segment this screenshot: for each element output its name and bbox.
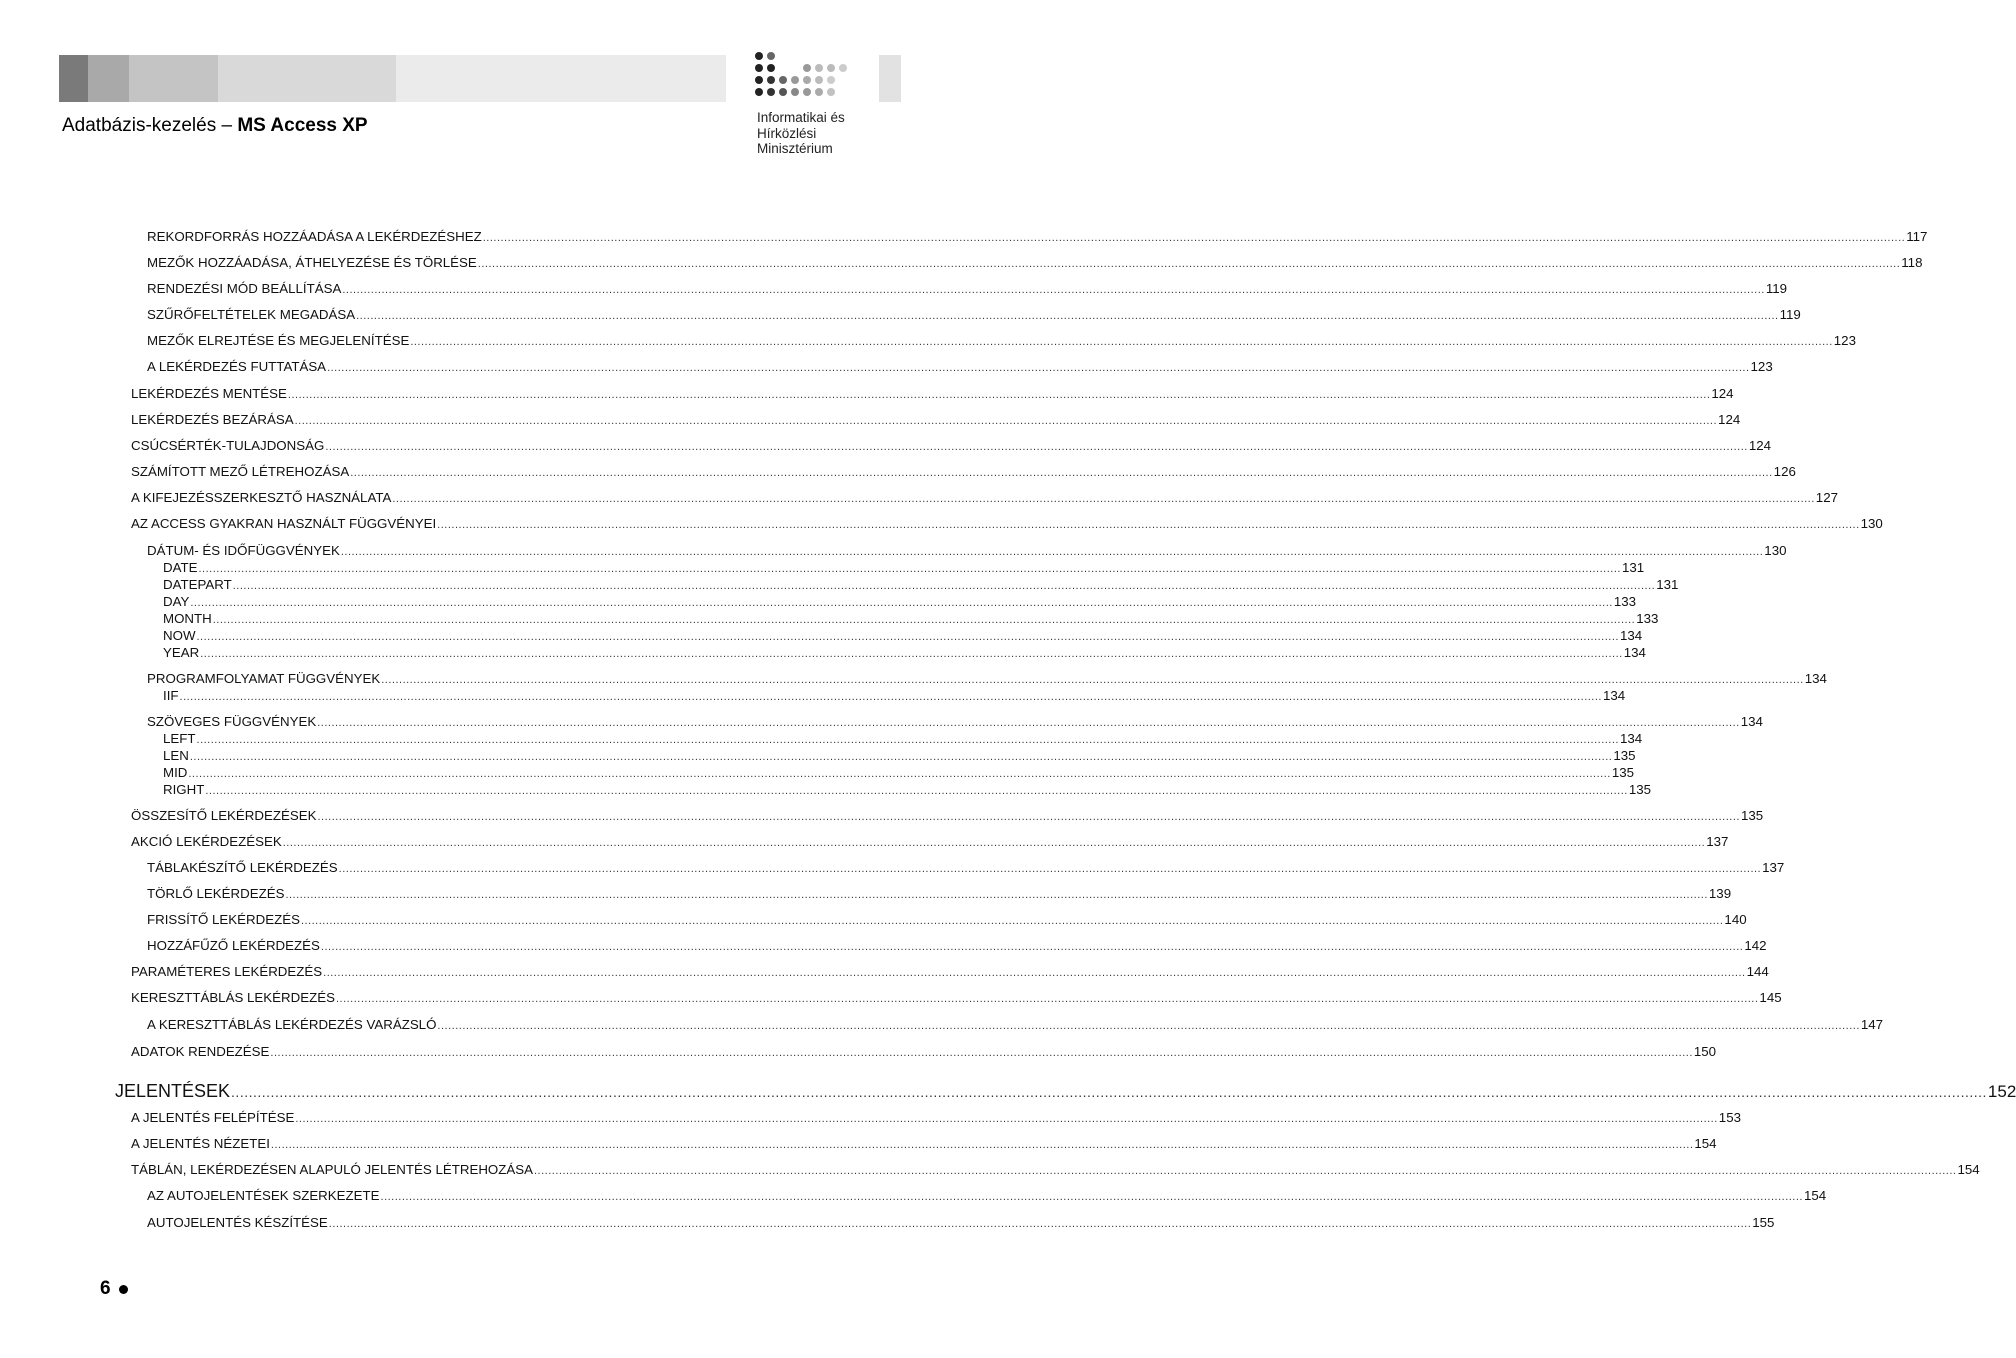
toc-entry bbox=[147, 912, 1747, 927]
toc-dot-leader: ................................................................................................................................................................................................................................................................................................................................................................................................................ bbox=[320, 941, 1744, 953]
toc-dot-leader: ................................................................................................................................................................................................................................................................................................................................................................................................................ bbox=[295, 1113, 1718, 1125]
page-footer bbox=[100, 1278, 128, 1300]
toc-entry-page: 144 bbox=[1746, 964, 1769, 979]
toc-entry-label: YEAR bbox=[163, 645, 200, 660]
toc-entry bbox=[163, 645, 1646, 660]
toc-entry-page: 123 bbox=[1833, 333, 1856, 348]
toc-entry-page: 117 bbox=[1906, 229, 1928, 244]
toc-entry bbox=[163, 765, 1635, 780]
toc-dot-leader: ................................................................................................................................................................................................................................................................................................................................................................................................................ bbox=[437, 1020, 1860, 1032]
toc-entry-label: SZÁMÍTOTT MEZŐ LÉTREHOZÁSA bbox=[131, 464, 350, 479]
toc-entry-label: LEKÉRDEZÉS BEZÁRÁSA bbox=[131, 412, 294, 427]
toc-entry bbox=[163, 731, 1643, 746]
toc-entry bbox=[147, 1215, 1775, 1230]
toc-entry-label: JELENTÉSEK bbox=[115, 1081, 231, 1101]
toc-entry-label: A LEKÉRDEZÉS FUTTATÁSA bbox=[147, 359, 327, 374]
toc-entry-label: MEZŐK ELREJTÉSE ÉS MEGJELENÍTÉSE bbox=[147, 333, 410, 348]
toc-entry-page: 133 bbox=[1613, 594, 1637, 609]
toc-dot-leader: ................................................................................................................................................................................................................................................................................................................................................................................................................ bbox=[212, 614, 1636, 626]
toc-entry-label: DATE bbox=[163, 560, 198, 575]
toc-entry bbox=[131, 386, 1734, 401]
toc-entry-page: 130 bbox=[1860, 516, 1883, 531]
toc-entry-label: DÁTUM- ÉS IDŐFÜGGVÉNYEK bbox=[147, 543, 340, 558]
toc-entry-page: 154 bbox=[1694, 1136, 1717, 1151]
toc-entry-label: PARAMÉTERES LEKÉRDEZÉS bbox=[131, 964, 323, 979]
toc-dot-leader: ................................................................................................................................................................................................................................................................................................................................................................................................................ bbox=[328, 1218, 1752, 1230]
toc-dot-leader: ................................................................................................................................................................................................................................................................................................................................................................................................................ bbox=[300, 915, 1724, 927]
toc-entry bbox=[147, 281, 1788, 296]
toc-entry-page: 135 bbox=[1611, 765, 1635, 780]
toc-entry-page: 127 bbox=[1815, 490, 1838, 505]
toc-dot-leader: ................................................................................................................................................................................................................................................................................................................................................................................................................ bbox=[335, 993, 1759, 1005]
toc-entry bbox=[131, 1162, 1980, 1177]
toc-entry bbox=[131, 1110, 1741, 1125]
toc-entry bbox=[147, 1188, 1827, 1203]
toc-dot-leader: ................................................................................................................................................................................................................................................................................................................................................................................................................ bbox=[200, 648, 1623, 660]
toc-entry-label: LEFT bbox=[163, 731, 196, 746]
toc-dot-leader: ................................................................................................................................................................................................................................................................................................................................................................................................................ bbox=[534, 1165, 1957, 1177]
toc-entry-label: LEKÉRDEZÉS MENTÉSE bbox=[131, 386, 287, 401]
toc-dot-leader: ................................................................................................................................................................................................................................................................................................................................................................................................................ bbox=[356, 310, 1779, 322]
toc-entry-label: IIF bbox=[163, 688, 179, 703]
toc-entry-page: 137 bbox=[1762, 860, 1785, 875]
toc-dot-leader: ................................................................................................................................................................................................................................................................................................................................................................................................................ bbox=[198, 563, 1621, 575]
toc-entry-label: KERESZTTÁBLÁS LEKÉRDEZÉS bbox=[131, 990, 335, 1005]
ministry-line: Informatikai és bbox=[757, 110, 845, 125]
toc-entry-page: 134 bbox=[1623, 645, 1646, 660]
toc-dot-leader: ................................................................................................................................................................................................................................................................................................................................................................................................................ bbox=[317, 717, 1740, 729]
toc-entry bbox=[131, 808, 1764, 823]
toc-entry-page: 134 bbox=[1619, 731, 1643, 746]
toc-dot-leader: ................................................................................................................................................................................................................................................................................................................................................................................................................ bbox=[189, 751, 1613, 763]
toc-entry-page: 131 bbox=[1621, 560, 1645, 575]
toc-entry-page: 134 bbox=[1804, 671, 1827, 686]
toc-entry-page: 153 bbox=[1718, 1110, 1741, 1125]
toc-entry bbox=[147, 359, 1773, 374]
toc-dot-leader: ................................................................................................................................................................................................................................................................................................................................................................................................................ bbox=[287, 389, 1711, 401]
toc-entry-label: DATEPART bbox=[163, 577, 232, 592]
toc-entry-label: DAY bbox=[163, 594, 190, 609]
toc-entry-label: A KERESZTTÁBLÁS LEKÉRDEZÉS VARÁZSLÓ bbox=[147, 1017, 437, 1032]
toc-entry bbox=[163, 577, 1679, 592]
toc-entry-page: 137 bbox=[1706, 834, 1729, 849]
toc-entry-label: AZ ACCESS GYAKRAN HASZNÁLT FÜGGVÉNYEI bbox=[131, 516, 437, 531]
toc-entry-page: 155 bbox=[1752, 1215, 1775, 1230]
toc-entry bbox=[147, 860, 1785, 875]
page-number: 6 bbox=[100, 1278, 111, 1299]
toc-dot-leader: ................................................................................................................................................................................................................................................................................................................................................................................................................ bbox=[437, 519, 1860, 531]
toc-entry bbox=[131, 516, 1883, 531]
toc-dot-leader: ................................................................................................................................................................................................................................................................................................................................................................................................................ bbox=[350, 467, 1773, 479]
toc-entry bbox=[163, 611, 1659, 626]
toc-entry bbox=[147, 938, 1767, 953]
toc-entry-page: 124 bbox=[1748, 438, 1771, 453]
toc-entry-page: 135 bbox=[1740, 808, 1764, 823]
toc-dot-leader: ................................................................................................................................................................................................................................................................................................................................................................................................................ bbox=[340, 546, 1764, 558]
toc-entry bbox=[163, 560, 1645, 575]
toc-entry-page: 124 bbox=[1718, 412, 1741, 427]
toc-entry bbox=[147, 255, 1923, 270]
toc-dot-leader: ................................................................................................................................................................................................................................................................................................................................................................................................................ bbox=[327, 362, 1750, 374]
toc-entry-page: 152 bbox=[1987, 1082, 2016, 1101]
toc-entry bbox=[131, 990, 1782, 1005]
toc-dot-leader: ................................................................................................................................................................................................................................................................................................................................................................................................................ bbox=[270, 1047, 1693, 1059]
toc-entry-label: A JELENTÉS NÉZETEI bbox=[131, 1136, 270, 1151]
document-title-main: MS Access XP bbox=[237, 115, 368, 136]
toc-entry-label: SZÖVEGES FÜGGVÉNYEK bbox=[147, 714, 317, 729]
toc-dot-leader: ................................................................................................................................................................................................................................................................................................................................................................................................................ bbox=[205, 785, 1628, 797]
toc-dot-leader: ................................................................................................................................................................................................................................................................................................................................................................................................................ bbox=[380, 1191, 1803, 1203]
toc-entry-label: LEN bbox=[163, 748, 189, 763]
toc-dot-leader: ................................................................................................................................................................................................................................................................................................................................................................................................................ bbox=[282, 837, 1706, 849]
toc-entry bbox=[163, 782, 1652, 797]
toc-entry bbox=[131, 1136, 1717, 1151]
toc-dot-leader: ................................................................................................................................................................................................................................................................................................................................................................................................................ bbox=[381, 674, 1804, 686]
toc-entry-page: 131 bbox=[1656, 577, 1679, 592]
toc-entry-page: 135 bbox=[1628, 782, 1652, 797]
toc-entry-page: 154 bbox=[1957, 1162, 1980, 1177]
toc-entry bbox=[131, 1044, 1717, 1059]
toc-dot-leader: ................................................................................................................................................................................................................................................................................................................................................................................................................ bbox=[338, 863, 1762, 875]
toc-entry-page: 130 bbox=[1764, 543, 1787, 558]
toc-entry bbox=[147, 714, 1763, 729]
toc-entry-label: MONTH bbox=[163, 611, 212, 626]
toc-entry-label: A JELENTÉS FELÉPÍTÉSE bbox=[131, 1110, 295, 1125]
toc-entry bbox=[147, 229, 1928, 244]
toc-entry-page: 140 bbox=[1724, 912, 1747, 927]
toc-entry-label: ADATOK RENDEZÉSE bbox=[131, 1044, 270, 1059]
toc-entry-label: HOZZÁFŰZŐ LEKÉRDEZÉS bbox=[147, 938, 320, 953]
toc-entry bbox=[163, 688, 1626, 703]
toc-entry-label: TÁBLAKÉSZÍTŐ LEKÉRDEZÉS bbox=[147, 860, 338, 875]
toc-entry-label: SZŰRŐFELTÉTELEK MEGADÁSA bbox=[147, 307, 356, 322]
toc-entry bbox=[147, 886, 1732, 901]
toc-entry-page: 135 bbox=[1613, 748, 1636, 763]
toc-entry-page: 119 bbox=[1765, 281, 1788, 296]
toc-dot-leader: ................................................................................................................................................................................................................................................................................................................................................................................................................ bbox=[196, 734, 1619, 746]
toc-dot-leader: ................................................................................................................................................................................................................................................................................................................................................................................................................ bbox=[325, 441, 1748, 453]
toc-dot-leader: ................................................................................................................................................................................................................................................................................................................................................................................................................ bbox=[232, 580, 1656, 592]
toc-entry bbox=[147, 543, 1787, 558]
toc-entry-page: 147 bbox=[1860, 1017, 1884, 1032]
toc-entry-page: 134 bbox=[1740, 714, 1763, 729]
toc-dot-leader: ................................................................................................................................................................................................................................................................................................................................................................................................................ bbox=[196, 631, 1619, 643]
toc-entry-label: ÖSSZESÍTŐ LEKÉRDEZÉSEK bbox=[131, 808, 317, 823]
toc-entry bbox=[147, 333, 1856, 348]
toc-entry-page: 118 bbox=[1901, 255, 1923, 270]
toc-entry-page: 142 bbox=[1744, 938, 1767, 953]
toc-dot-leader: ................................................................................................................................................................................................................................................................................................................................................................................................................ bbox=[179, 691, 1602, 703]
toc-entry-label: MEZŐK HOZZÁADÁSA, ÁTHELYEZÉSE ÉS TÖRLÉSE bbox=[147, 255, 477, 270]
toc-entry bbox=[131, 464, 1796, 479]
toc-entry bbox=[131, 964, 1769, 979]
toc-dot-leader: ................................................................................................................................................................................................................................................................................................................................................................................................................ bbox=[231, 1084, 1987, 1100]
toc-entry-label: RIGHT bbox=[163, 782, 205, 797]
toc-entry bbox=[163, 628, 1643, 643]
toc-entry-page: 124 bbox=[1711, 386, 1734, 401]
toc-dot-leader: ................................................................................................................................................................................................................................................................................................................................................................................................................ bbox=[270, 1139, 1694, 1151]
toc-entry-page: 150 bbox=[1693, 1044, 1717, 1059]
toc-entry-label: TÖRLŐ LEKÉRDEZÉS bbox=[147, 886, 285, 901]
toc-entry bbox=[131, 412, 1741, 427]
toc-dot-leader: ................................................................................................................................................................................................................................................................................................................................................................................................................ bbox=[477, 258, 1901, 270]
toc-entry-label: CSÚCSÉRTÉK-TULAJDONSÁG bbox=[131, 438, 325, 453]
toc-dot-leader: ................................................................................................................................................................................................................................................................................................................................................................................................................ bbox=[410, 336, 1833, 348]
toc-dot-leader: ................................................................................................................................................................................................................................................................................................................................................................................................................ bbox=[392, 493, 1815, 505]
toc-entry-label: AUTOJELENTÉS KÉSZÍTÉSE bbox=[147, 1215, 328, 1230]
toc-entry-label: A KIFEJEZÉSSZERKESZTŐ HASZNÁLATA bbox=[131, 490, 392, 505]
toc-entry-label: RENDEZÉSI MÓD BEÁLLÍTÁSA bbox=[147, 281, 342, 296]
toc-entry-label: AKCIÓ LEKÉRDEZÉSEK bbox=[131, 834, 282, 849]
toc-dot-leader: ................................................................................................................................................................................................................................................................................................................................................................................................................ bbox=[342, 284, 1765, 296]
toc-dot-leader: ................................................................................................................................................................................................................................................................................................................................................................................................................ bbox=[482, 232, 1906, 244]
toc-entry bbox=[131, 490, 1838, 505]
toc-entry bbox=[131, 438, 1771, 453]
ministry-line: Hírközlési bbox=[757, 125, 817, 141]
toc-dot-leader: ................................................................................................................................................................................................................................................................................................................................................................................................................ bbox=[317, 811, 1740, 823]
toc-entry-label: TÁBLÁN, LEKÉRDEZÉSEN ALAPULÓ JELENTÉS LÉTREHOZÁSA bbox=[131, 1162, 533, 1177]
ministry-line: Minisztérium bbox=[757, 141, 833, 156]
toc-entry bbox=[163, 594, 1637, 609]
toc-dot-leader: ................................................................................................................................................................................................................................................................................................................................................................................................................ bbox=[285, 889, 1708, 901]
toc-chapter-entry bbox=[115, 1081, 2016, 1102]
bullet-icon bbox=[119, 1285, 128, 1294]
toc-entry bbox=[147, 1017, 1884, 1032]
toc-entry bbox=[147, 671, 1827, 686]
toc-dot-leader: ................................................................................................................................................................................................................................................................................................................................................................................................................ bbox=[323, 967, 1746, 979]
toc-entry-label: FRISSÍTŐ LEKÉRDEZÉS bbox=[147, 912, 300, 927]
toc-entry bbox=[131, 834, 1729, 849]
toc-entry-label: PROGRAMFOLYAMAT FÜGGVÉNYEK bbox=[147, 671, 381, 686]
document-title-prefix: Adatbázis-kezelés – bbox=[62, 115, 238, 136]
toc-entry-page: 145 bbox=[1759, 990, 1782, 1005]
toc-entry-page: 154 bbox=[1803, 1188, 1827, 1203]
toc-entry-page: 139 bbox=[1708, 886, 1732, 901]
toc-entry-page: 134 bbox=[1619, 628, 1643, 643]
toc-entry bbox=[147, 307, 1801, 322]
toc-entry bbox=[163, 748, 1636, 763]
toc-entry-label: AZ AUTOJELENTÉSEK SZERKEZETE bbox=[147, 1188, 380, 1203]
toc-entry-page: 134 bbox=[1602, 688, 1626, 703]
toc-entry-label: REKORDFORRÁS HOZZÁADÁSA A LEKÉRDEZÉSHEZ bbox=[147, 229, 482, 244]
toc-dot-leader: ................................................................................................................................................................................................................................................................................................................................................................................................................ bbox=[188, 768, 1611, 780]
toc-entry-page: 123 bbox=[1750, 359, 1773, 374]
toc-entry-label: NOW bbox=[163, 628, 196, 643]
toc-entry-label: MID bbox=[163, 765, 188, 780]
toc-dot-leader: ................................................................................................................................................................................................................................................................................................................................................................................................................ bbox=[294, 415, 1718, 427]
toc-entry-page: 133 bbox=[1636, 611, 1659, 626]
toc-entry-page: 126 bbox=[1773, 464, 1796, 479]
toc-entry-page: 119 bbox=[1779, 307, 1801, 322]
toc-dot-leader: ................................................................................................................................................................................................................................................................................................................................................................................................................ bbox=[190, 597, 1613, 609]
